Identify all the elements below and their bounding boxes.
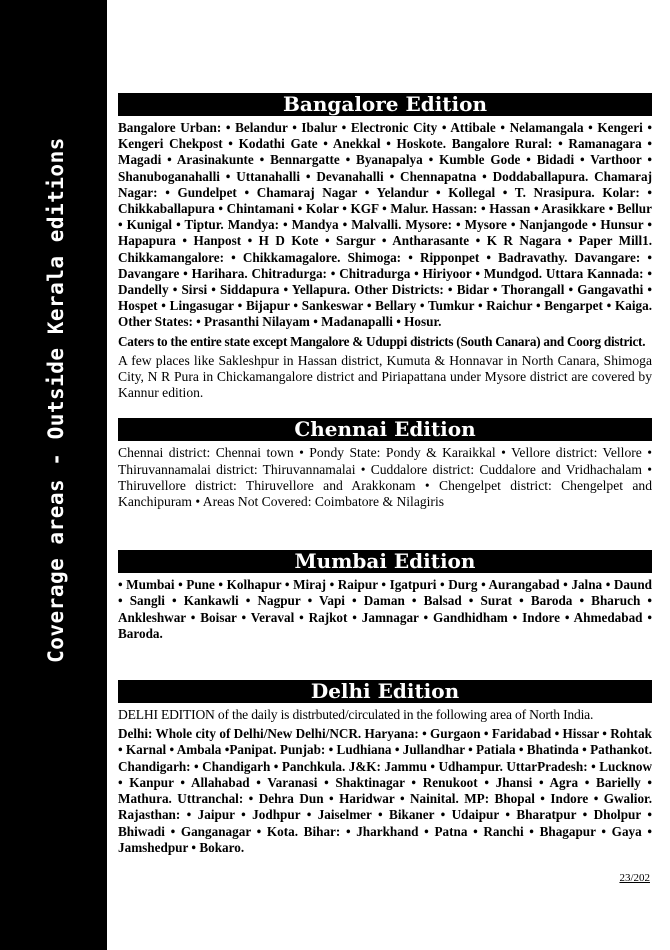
mumbai-edition-title: Mumbai Edition [118,550,652,573]
sidebar [0,0,107,950]
mumbai-edition-section [118,550,652,642]
bangalore-coverage-note: Caters to the entire state except Mangalore & Uduppi districts (South Canara) and Coorg district. [118,333,646,349]
chennai-edition-title: Chennai Edition [118,418,652,441]
delhi-edition-title: Delhi Edition [118,680,652,703]
delhi-areas-list: Delhi: Whole city of Delhi/New Delhi/NCR. Haryana: • Gurgaon • Faridabad • Hissar • Rohtak • Karnal • Ambala •Panipat. Punjab: • Ludhiana • Jullandhar • Patiala • Bhatinda • Pathankot. Chandigarh: • Chandigarh • Panchkula. J&K: Jammu • Udhampur. UttarPradesh: • Lucknow • Kanpur • Allahabad • Varanasi • Shaktinagar • Renukoot • Jhansi • Agra • Barielly • Mathura. Uttranchal: • Dehra Dun • Haridwar • Nainital. MP: Bhopal • Indore • Gwalior. Rajasthan: • Jaipur • Jodhpur • Jaiselmer • Bikaner • Udaipur • Bharatpur • Dholpur • Bhiwadi • Ganganagar • Kota. Bihar: • Jharkhand • Patna • Ranchi • Bhagapur • Gaya • Jamshedpur • Bokaro. [118,726,652,855]
chennai-edition-section [118,418,652,510]
coverage-content [118,93,652,859]
sidebar-title: Coverage areas - Outside Kerala editions [44,137,68,663]
delhi-edition-section [118,680,652,856]
delhi-intro: DELHI EDITION of the daily is distrbuted/circulated in the following area of North India. [118,707,594,723]
chennai-areas-list: Chennai district: Chennai town • Pondy State: Pondy & Karaikkal • Vellore district: Vellore • Thiruvannamalai district: Thiruvannamalai • Cuddalore district: Cuddalore and Vridhachalam • Thiruvellore district: Thiruvellore and Arakkonam • Chengelpet district: Chengelpet and Kanchipuram • Areas Not Covered: Coimbatore & Nilagiris [118,445,652,510]
bangalore-edition-title: Bangalore Edition [118,93,652,116]
bangalore-edition-section [118,93,652,401]
bangalore-areas-list: Bangalore Urban: • Belandur • Ibalur • Electronic City • Attibale • Nelamangala • Kengeri • Kengeri Chekpost • Kodathi Gate • Anekkal • Hoskote. Bangalore Rural: • Ramanagara • Magadi • Arasinakunte • Bennargatte • Byanapalya • Kumble Gode • Bidadi • Varthoor • Shanuboganahalli • Uttanahalli • Devanahalli • Chennapatna • Doddaballapura. Chamaraj Nagar: • Gundelpet • Chamaraj Nagar • Yelandur • Kollegal • T. Nrasipura. Kolar: • Chikkaballapura • Chintamani • Kolar • KGF • Malur. Hassan: • Hassan • Arasikkare • Bellur • Kunigal • Tiptur. Mandya: • Mandya • Malvalli. Mysore: • Mysore • Nanjangode • Hunsur • Hapapura • Hanpost • H D Kote • Sargur • Antharasante • K R Nagara • Paper Mill1. Chikkamangalore: • Chikkamagalore. Shimoga: • Ripponpet • Badravathy. Davangare: • Davangare • Harihara. Chitradurga: • Chitradurga • Hiriyoor • Mundgod. Uttara Kannada: • Dandelly • Sirsi • Siddapura • Yellapura. Other Districts: • Bidar • Thorangall • Gangavathi • Hospet • Lingasugar • Bijapur • Sankeswar • Bellary • Tumkur • Raichur • Bengarpet • Kaiga. Other States: • Prasanthi Nilayam • Madanapalli • Hosur. [118,120,652,330]
bangalore-kannur-note: A few places like Sakleshpur in Hassan district, Kumuta & Honnavar in North Canara, Shimoga City, N R Pura in Chickamangalore district and Piriapattana under Mysore district are covered by Kannur edition. [118,352,652,401]
page-number: 23/202 [619,872,650,884]
mumbai-areas-list: • Mumbai • Pune • Kolhapur • Miraj • Raipur • Igatpuri • Durg • Aurangabad • Jalna • Daund • Sangli • Kankawli • Nagpur • Vapi • Daman • Balsad • Surat • Baroda • Bharuch • Ankleshwar • Boisar • Veraval • Rajkot • Jamnagar • Gandhidham • Indore • Ahmedabad • Baroda. [118,577,652,641]
